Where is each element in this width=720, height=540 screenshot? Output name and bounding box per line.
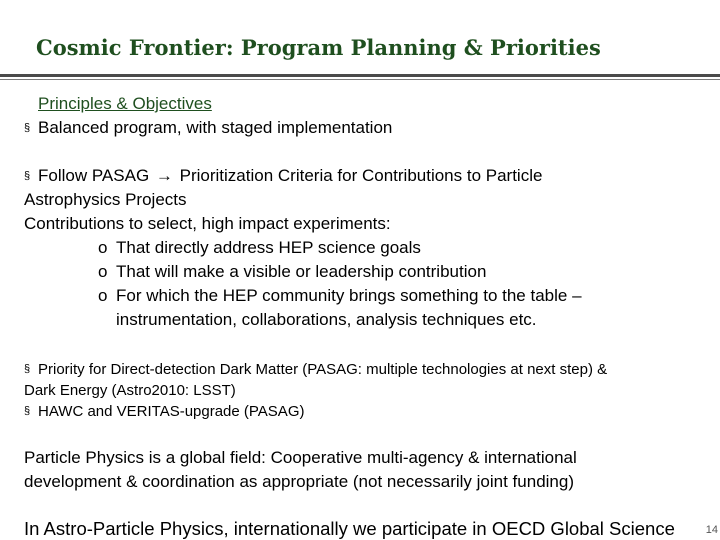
arrow-right-icon: → bbox=[155, 166, 173, 185]
pasag-line-3: Contributions to select, high impact experiments: bbox=[24, 214, 391, 233]
bullet-text: Priority for Direct-detection Dark Matter (PASAG: multiple technologies at next step) & bbox=[38, 361, 608, 378]
pasag-line-2: Astrophysics Projects bbox=[24, 190, 187, 209]
bullet-text: HAWC and VERITAS-upgrade (PASAG) bbox=[38, 403, 305, 420]
sub-bullet-marker: o bbox=[98, 286, 108, 305]
slide-title: Cosmic Frontier: Program Planning & Priorities bbox=[36, 35, 601, 60]
priority-line-2: Dark Energy (Astro2010: LSST) bbox=[24, 382, 236, 399]
bullet-hawc-veritas bbox=[24, 401, 304, 422]
page-number: 14 bbox=[705, 524, 718, 536]
pasag-rest: Prioritization Criteria for Contributions to Particle bbox=[179, 166, 543, 185]
sub-item-2 bbox=[98, 261, 486, 283]
bullet-balanced-program bbox=[24, 117, 392, 139]
sub-bullet-marker: o bbox=[98, 262, 108, 281]
global-field-line-2: development & coordination as appropriate (not necessarily joint funding) bbox=[24, 472, 574, 491]
bullet-icon: § bbox=[24, 170, 31, 182]
title-divider bbox=[0, 74, 720, 77]
title-divider-thin bbox=[0, 79, 720, 80]
astro-particle-line: In Astro-Particle Physics, internationally we participate in OECD Global Science bbox=[24, 518, 675, 539]
bullet-follow-pasag bbox=[24, 165, 542, 187]
sub-item-text: For which the HEP community brings something to the table – bbox=[116, 286, 582, 305]
sub-bullet-marker: o bbox=[98, 238, 108, 257]
sub-item-3-continuation: instrumentation, collaborations, analysis techniques etc. bbox=[116, 310, 537, 329]
global-field-line-1: Particle Physics is a global field: Cooperative multi-agency & international bbox=[24, 448, 577, 467]
sub-item-text: That will make a visible or leadership contribution bbox=[116, 262, 487, 281]
section-heading: Principles & Objectives bbox=[38, 94, 212, 113]
bullet-icon: § bbox=[24, 363, 31, 375]
bullet-icon: § bbox=[24, 405, 31, 417]
sub-item-3 bbox=[98, 285, 582, 307]
bullet-text: Balanced program, with staged implementation bbox=[38, 118, 393, 137]
bullet-priority-dark-matter bbox=[24, 359, 607, 380]
sub-item-text: That directly address HEP science goals bbox=[116, 238, 421, 257]
sub-item-1 bbox=[98, 237, 421, 259]
pasag-prefix: Follow PASAG bbox=[38, 166, 150, 185]
bullet-icon: § bbox=[24, 122, 31, 134]
